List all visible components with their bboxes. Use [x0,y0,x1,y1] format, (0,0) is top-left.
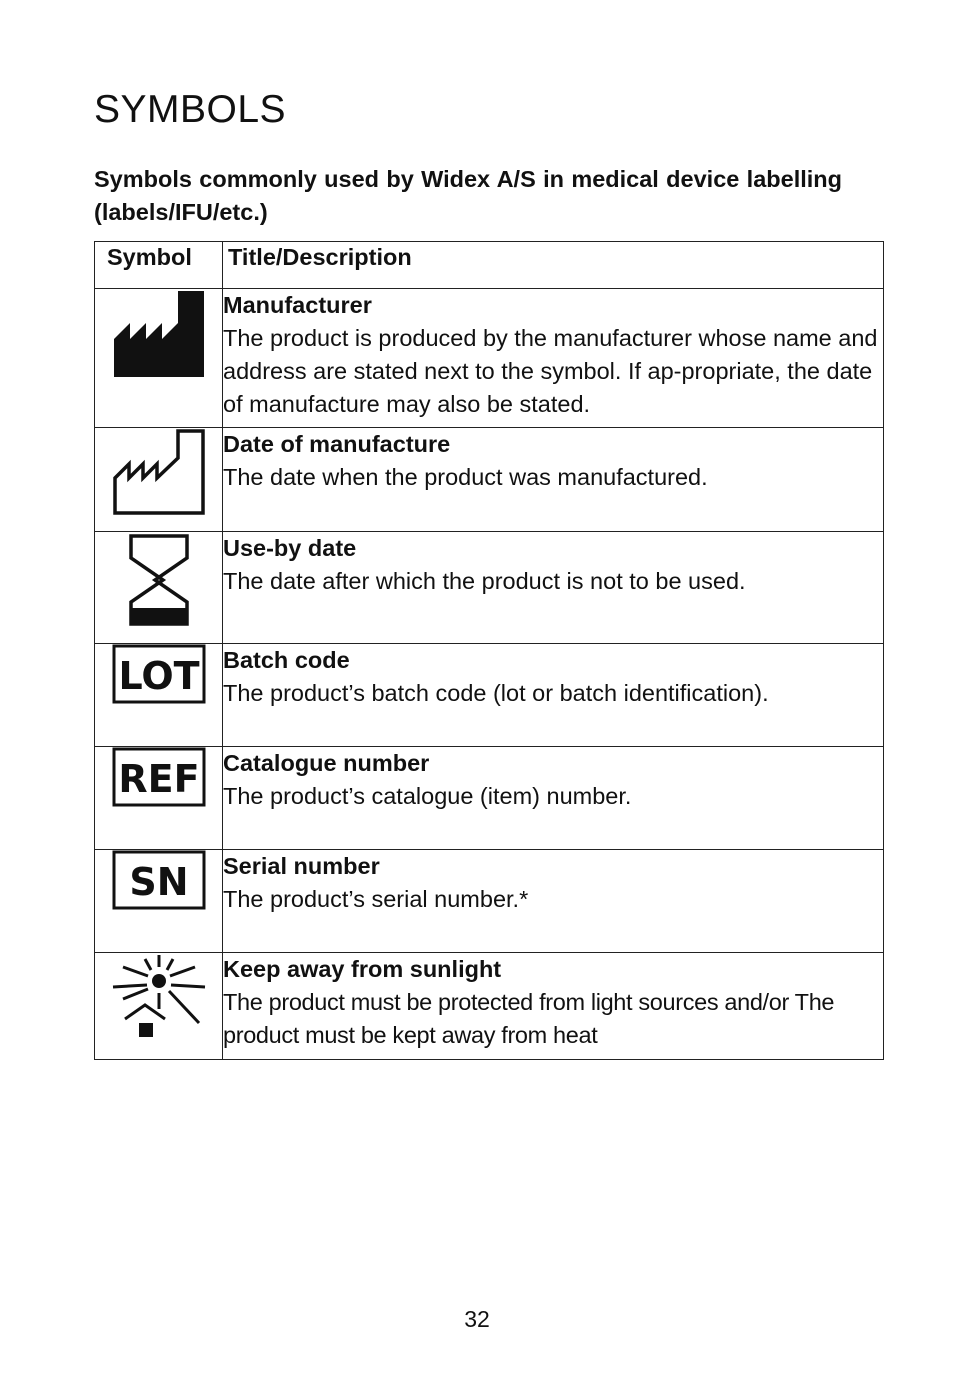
lot-icon [112,644,206,704]
row-text: The product’s batch code (lot or batch identification). [223,680,769,706]
row-title: Catalogue number [223,750,430,776]
sn-label: SN [128,860,189,904]
row-text: The product’s catalogue (item) number. [223,783,632,809]
row-text: The product is produced by the manufacturer whose name and address are stated next to the symbol. If ap-propriate, the date of manufacture may also be stated. [223,325,878,417]
sunlight-icon [111,953,207,1041]
row-text: The date after which the product is not to be used. [223,568,746,594]
symbol-cell [95,428,223,532]
row-title: Keep away from sunlight [223,956,502,982]
table-row [95,428,884,532]
hourglass-icon [127,532,191,628]
row-title: Use-by date [223,535,357,561]
table-row [95,532,884,644]
description-cell [223,747,884,850]
table-header-row [95,242,884,289]
description-cell [223,428,884,532]
intro-text: Symbols commonly used by Widex A/S in medical device labelling (labels/IFU/etc.) [94,166,842,225]
symbol-cell [95,644,223,747]
date-of-manufacture-icon [112,428,206,516]
row-title: Date of manufacture [223,431,451,457]
row-text: The product’s serial number.* [223,886,529,912]
description-cell [223,289,884,428]
row-title: Manufacturer [223,292,372,318]
symbol-cell [95,289,223,428]
sn-icon [112,850,206,910]
page-number: 32 [464,1306,490,1332]
description-cell [223,953,884,1060]
table-row [95,644,884,747]
description-cell [223,644,884,747]
table-row [95,953,884,1060]
description-cell [223,532,884,644]
header-description: Title/Description [223,242,884,289]
table-row [95,850,884,953]
row-text: The date when the product was manufactured. [223,464,708,490]
table-row [95,747,884,850]
symbols-table [94,241,884,1060]
ref-label: REF [117,757,200,801]
header-symbol: Symbol [95,242,223,289]
symbol-cell [95,532,223,644]
row-text: The product must be protected from light sources and/or The product must be kept away from heat [223,989,835,1048]
lot-label: LOT [117,654,200,698]
row-title: Serial number [223,853,380,879]
row-title: Batch code [223,647,350,673]
table-row [95,289,884,428]
symbol-cell [95,953,223,1060]
page-title: SYMBOLS [94,88,287,131]
ref-icon [112,747,206,807]
description-cell [223,850,884,953]
manufacturer-icon [112,289,206,379]
symbol-cell [95,747,223,850]
symbol-cell [95,850,223,953]
